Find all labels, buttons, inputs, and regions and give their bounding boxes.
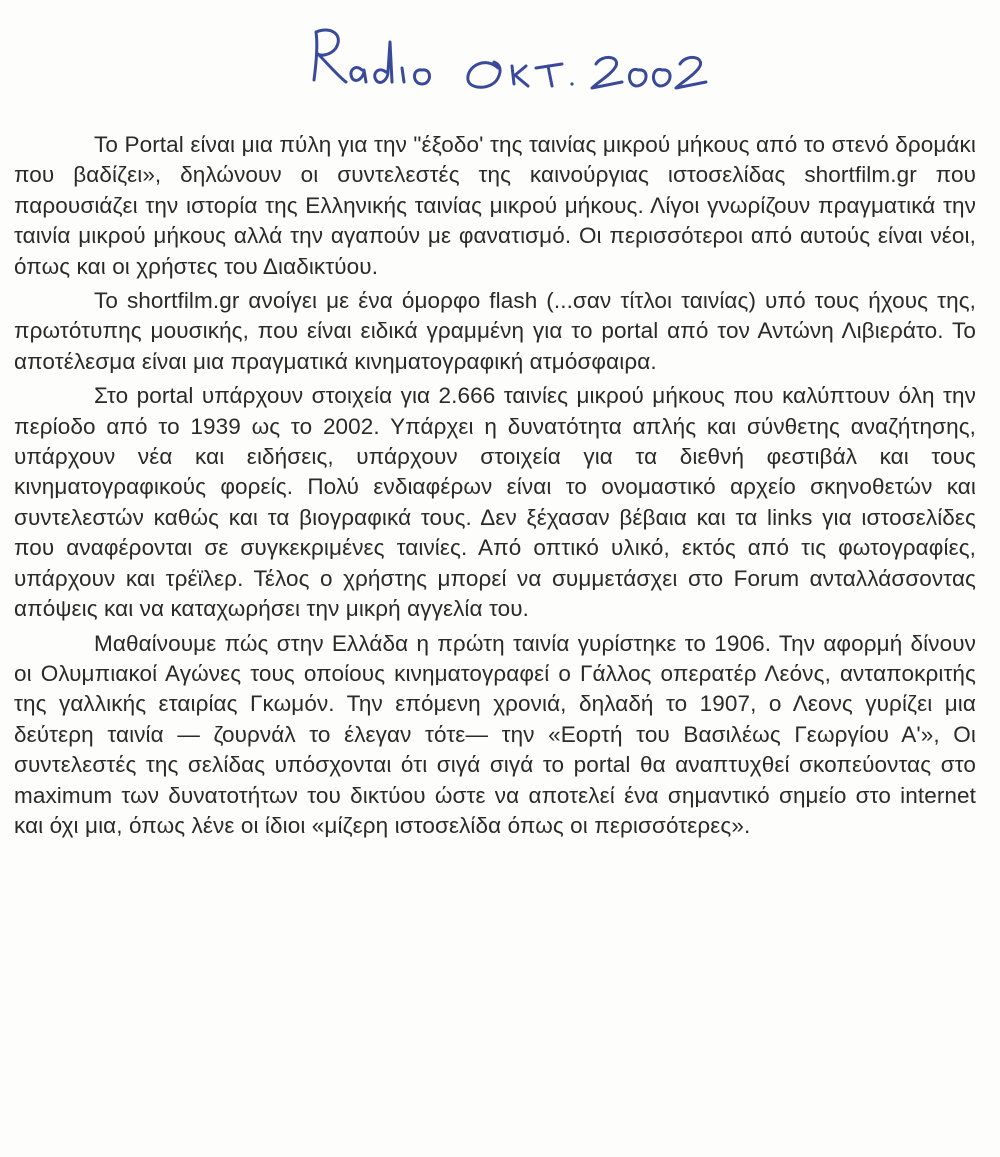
article-paragraph-2: Το shortfilm.gr ανοίγει με ένα όμορφο flash (...σαν τίτλοι ταινίας) υπό τους ήχους της, πρωτότυπης μουσικής, που είναι ειδικά γραμμένη για το portal από τον Αντώνη Λιβιεράτο. Το αποτέλεσμα είναι μια πραγματικά κινηματογραφική ατμόσφαιρα. (14, 288, 976, 374)
article-body (14, 130, 976, 845)
handwritten-signature-image (300, 20, 720, 100)
handwritten-annotation (300, 20, 720, 100)
article-paragraph-3: Στο portal υπάρχουν στοιχεία για 2.666 ταινίες μικρού μήκους που καλύπτουν όλη την περίοδο από το 1939 ως το 2002. Υπάρχει η δυνατότητα απλής και σύνθετης αναζήτησης, υπάρχουν νέα και ειδήσεις, υπάρχουν στοιχεία για τα διεθνή φεστιβάλ και τους κινηματογραφικούς φορείς. Πολύ ενδιαφέρων είναι το ονομαστικό αρχείο σκηνοθετών και συντελεστών καθώς και τα βιογραφικά τους. Δεν ξέχασαν βέβαια και τα links για ιστοσελίδες που αναφέρονται σε συγκεκριμένες ταινίες. Από οπτικό υλικό, εκτός από τις φωτογραφίες, υπάρχουν και τρέϊλερ. Τέλος ο χρήστης μπορεί να συμμετάσχει στο Forum ανταλλάσσοντας απόψεις και να καταχωρήσει την μικρή αγγελία του. (14, 383, 976, 622)
article-paragraph-4: Μαθαίνουμε πώς στην Ελλάδα η πρώτη ταινία γυρίστηκε το 1906. Την αφορμή δίνουν οι Ολυμπιακοί Αγώνες τους οποίους κινηματογραφεί ο Γάλλος οπερατέρ Λεόνς, ανταποκριτής της γαλλικής εταιρίας Γκωμόν. Την επόμενη χρονιά, δηλαδή το 1907, ο Λεονς γυρίζει μια δεύτερη ταινία — ζουρνάλ το έλεγαν τότε— την «Εορτή του Βασιλέως Γεωργίου Α'», Οι συντελεστές της σελίδας υπόσχονται ότι σιγά σιγά το portal θα αναπτυχθεί σκοπεύοντας στο maximum των δυνατοτήτων του δικτύου ώστε να αποτελεί ένα σημαντικό σημείο στο internet και όχι μια, όπως λένε οι ίδιοι «μίζερη ιστοσελίδα όπως οι περισσότερες». (14, 630, 976, 838)
article-paragraph-1: Το Portal είναι μια πύλη για την "έξοδο' της ταινίας μικρού μήκους από το στενό δρομάκι που βαδίζει», δηλώνουν οι συντελεστές της καινούργιας ιστοσελίδας shortfilm.gr που παρουσιάζει την ιστορία της Ελληνικής ταινίας μικρού μήκους. Λίγοι γνωρίζουν πραγματικά την ταινία μικρού μήκους αλλά την αγαπούν με φανατισμό. Οι περισσότεροι από αυτούς είναι νέοι, όπως και οι χρήστες του Διαδικτύου. (14, 132, 976, 279)
